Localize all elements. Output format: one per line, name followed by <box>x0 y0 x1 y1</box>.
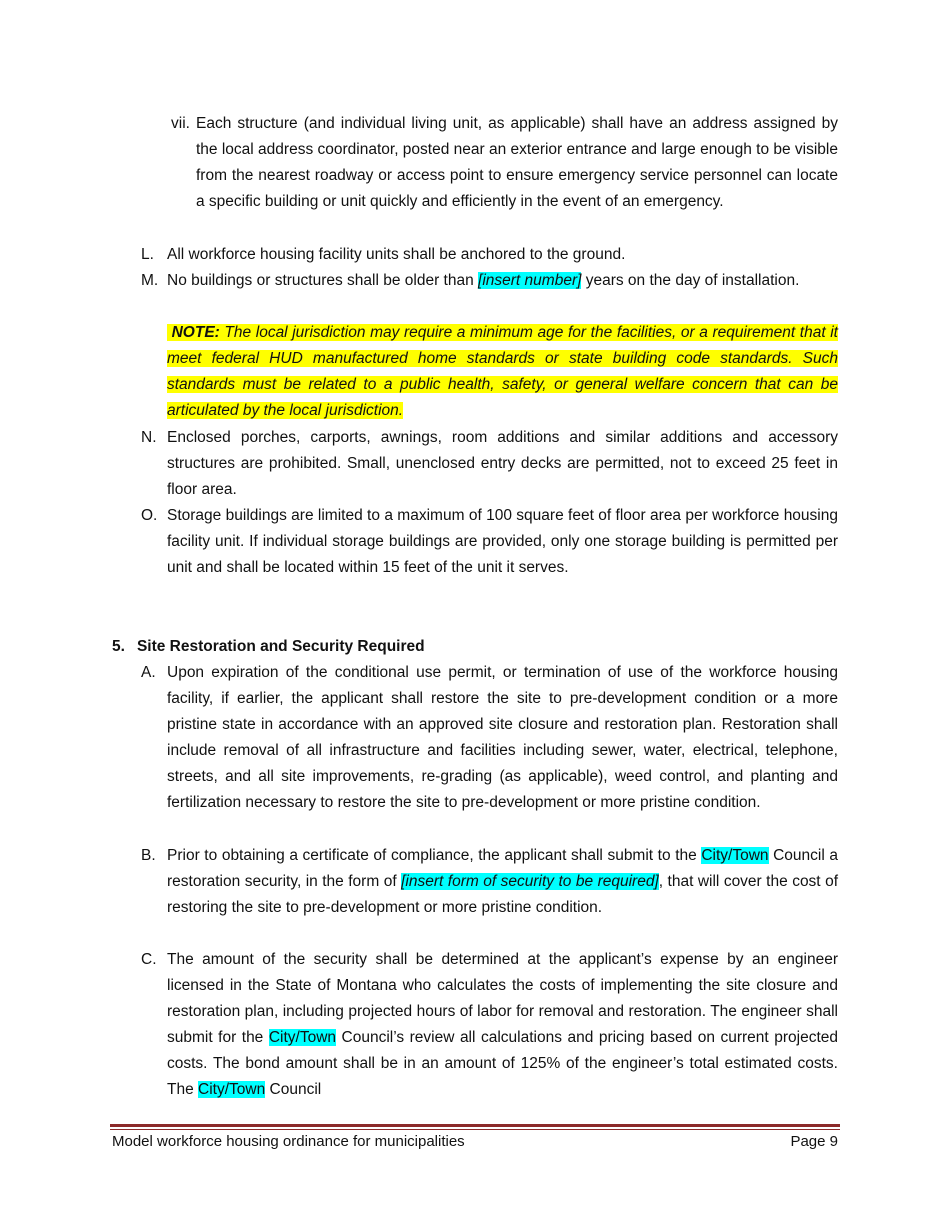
page-number: Page 9 <box>790 1133 838 1150</box>
city-town-highlight: City/Town <box>268 1029 337 1047</box>
placeholder-security-form: [insert form of security to be required] <box>401 873 659 891</box>
list-item-m <box>167 268 838 294</box>
list-item-n-text: Enclosed porches, carports, awnings, room additions and similar additions and accessory structures are prohibited. Small, unenclosed entry decks are permitted, not to exceed 25 feet in floor area. <box>167 429 838 499</box>
list-item-o <box>167 503 838 581</box>
list-marker-o: O. <box>141 507 158 524</box>
note-block <box>167 320 838 424</box>
city-town-highlight: City/Town <box>198 1081 266 1099</box>
list-marker-a: A. <box>141 664 156 681</box>
list-item-c-text-1: The amount of the security shall be determined at the applicant’s expense by an engineer licensed in the State of Montana who calculates the costs of implementing the site closure and restoration plan, including projected hours of labor for removal and restoration. The engineer shall submit for the <box>167 951 838 1047</box>
list-item-m-text-after: years on the day of installation. <box>581 272 800 289</box>
footer-rule-secondary <box>110 1129 840 1130</box>
list-item-c <box>167 947 838 1104</box>
list-item-c-text-3: Council <box>265 1081 322 1099</box>
list-item-o-text: Storage buildings are limited to a maximum of 100 square feet of floor area per workforce housing facility unit. If individual storage buildings are provided, only one storage building is permitted per unit and shall be located within 15 feet of the unit it serves. <box>167 507 838 577</box>
list-item-b <box>167 843 838 921</box>
list-marker-n: N. <box>141 429 157 446</box>
list-marker-b: B. <box>141 847 156 864</box>
section-heading <box>112 634 425 660</box>
list-item-b-text-2: Council a restoration security, in the form of <box>167 847 838 891</box>
list-item-n <box>167 425 838 503</box>
list-marker-c: C. <box>141 951 157 968</box>
list-item-a <box>167 660 838 817</box>
footer-title: Model workforce housing ordinance for municipalities <box>112 1133 465 1150</box>
city-town-highlight: City/Town <box>701 847 769 864</box>
placeholder-insert-number: [insert number] <box>478 272 582 289</box>
note-label: NOTE: <box>171 324 220 341</box>
list-item-b-text-1: Prior to obtaining a certificate of compliance, the applicant shall submit to the <box>167 847 702 864</box>
list-marker-vii: vii. <box>171 115 190 132</box>
list-item-c-text-2: Council’s review all calculations and pricing based on current projected costs. The bond amount shall be in an amount of 125% of the engineer’s total estimated costs. The <box>167 1029 838 1099</box>
list-marker-l: L. <box>141 246 154 263</box>
list-item-vii <box>196 111 838 215</box>
section-number: 5. <box>112 638 125 655</box>
list-item-l-text: All workforce housing facility units shall be anchored to the ground. <box>167 246 626 263</box>
list-item-l <box>167 242 838 268</box>
note-text: The local jurisdiction may require a minimum age for the facilities, or a requirement that it meet federal HUD manufactured home standards or state building code standards. Such standards must be related to a public health, safety, or general welfare concern that can be articulated by the local jurisdiction. <box>167 324 838 420</box>
list-item-b-text-3: , that will cover the cost of restoring the site to pre-development or more pristine condition. <box>167 873 839 917</box>
list-item-a-text: Upon expiration of the conditional use permit, or termination of use of the workforce housing facility, if earlier, the applicant shall restore the site to pre-development condition or a more pristine state in accordance with an approved site closure and restoration plan. Restoration shall include removal of all infrastructure and facilities including sewer, water, electrical, telephone, streets, and all site improvements, re-grading (as applicable), weed control, and planting and fertilization necessary to restore the site to pre-development or more pristine condition. <box>167 664 838 812</box>
footer-rule <box>110 1124 840 1127</box>
list-item-m-text-before: No buildings or structures shall be older than <box>167 272 479 289</box>
list-item-vii-text: Each structure (and individual living unit, as applicable) shall have an address assigned by the local address coordinator, posted near an exterior entrance and large enough to be visible from the nearest roadway or access point to ensure emergency service personnel can locate a specific building or unit quickly and efficiently in the event of an emergency. <box>196 115 838 211</box>
section-title: Site Restoration and Security Required <box>136 638 425 655</box>
list-marker-m: M. <box>141 272 159 289</box>
